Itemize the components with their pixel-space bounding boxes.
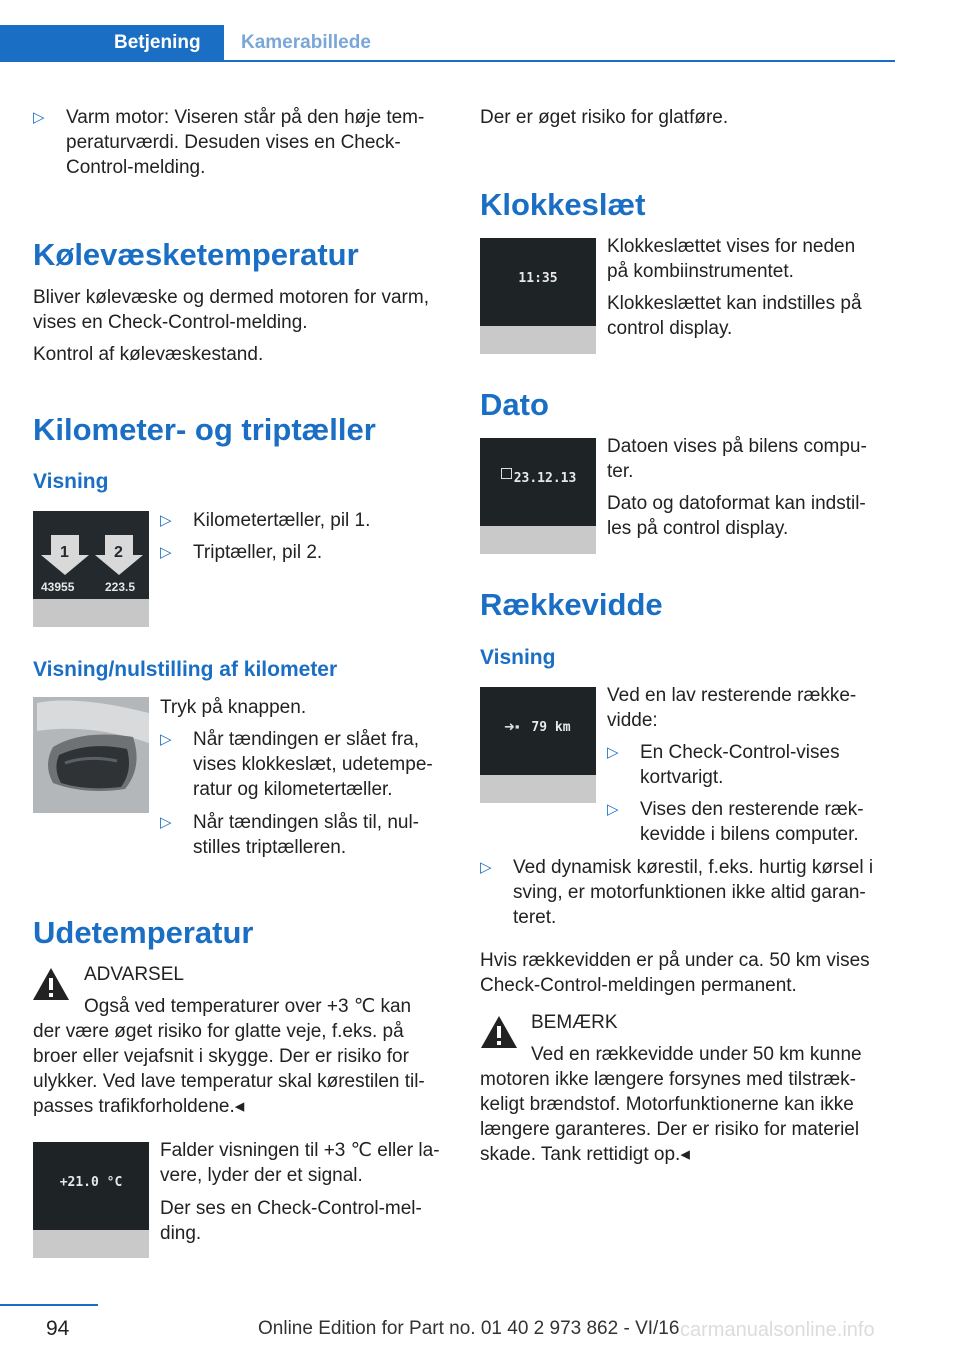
image-strip xyxy=(33,1230,149,1258)
warning-icon xyxy=(31,966,71,1002)
clock-display-image: 11:35 xyxy=(480,238,596,354)
paragraph: Ved en lav resterende række- vidde: xyxy=(607,685,857,731)
paragraph: Der er øget risiko for glatføre. xyxy=(480,107,729,128)
paragraph: Klokkeslættet vises for neden på kombiinstrumentet. xyxy=(607,236,856,282)
triangle-bullet-icon: ▷ xyxy=(160,731,172,748)
edition-text: Online Edition for Part no. 01 40 2 973 862 - VI/16 xyxy=(258,1318,680,1339)
temperature-display-image: +21.0 °C xyxy=(33,1142,149,1258)
triangle-bullet-icon: ▷ xyxy=(160,512,172,529)
paragraph: Datoen vises på bilens compu- ter. xyxy=(607,436,867,482)
footer-rule xyxy=(0,1304,98,1306)
tab-betjening[interactable]: Betjening xyxy=(0,25,224,62)
odometer-image: 1 2 43955 223.5 xyxy=(33,511,149,627)
warning-text: der være øget risiko for glatte veje, f.eks. på broer eller vejafsnit i skygge. Der er risiko for ulykker. Ved lave temperatur skal kørestilen til- passes trafikforholdene.◂ xyxy=(33,1021,425,1117)
triangle-bullet-icon: ▷ xyxy=(480,859,492,876)
subsection-title: Visning/nulstilling af kilometer xyxy=(33,658,338,681)
section-title-range: Rækkevidde xyxy=(480,587,663,622)
triangle-bullet-icon: ▷ xyxy=(607,801,619,818)
warning-text: Også ved temperaturer over +3 ℃ kan xyxy=(84,996,412,1017)
paragraph: Tryk på knappen. xyxy=(160,697,307,718)
note-text: Ved en rækkevidde under 50 km kunne xyxy=(531,1044,862,1065)
triangle-bullet-icon: ▷ xyxy=(607,744,619,761)
watermark: carmanualsonline.info xyxy=(680,1319,875,1341)
paragraph: Der ses en Check-Control-mel- ding. xyxy=(160,1198,422,1244)
paragraph: Falder visningen til +3 ℃ eller la- vere, lyder der et signal. xyxy=(160,1140,440,1186)
section-title-odometer: Kilometer- og triptæller xyxy=(33,412,376,447)
warning-label: ADVARSEL xyxy=(84,964,184,985)
note-label: BEMÆRK xyxy=(531,1012,618,1033)
paragraph: Klokkeslættet kan indstilles på control display. xyxy=(607,293,862,339)
paragraph: Kontrol af kølevæskestand. xyxy=(33,344,264,365)
paragraph: Dato og datoformat kan indstil- les på control display. xyxy=(607,493,866,539)
button-image xyxy=(33,697,149,813)
warning-icon xyxy=(479,1014,519,1050)
paragraph: Hvis rækkevidden er på under ca. 50 km vises Check-Control-meldingen permanent. xyxy=(480,950,870,996)
section-title-outside-temp: Udetemperatur xyxy=(33,915,254,950)
triangle-bullet-icon: ▷ xyxy=(160,814,172,831)
section-title-date: Dato xyxy=(480,387,549,422)
subsection-title: Visning xyxy=(480,646,556,669)
section-title-clock: Klokkeslæt xyxy=(480,187,646,222)
range-display-image: ➜▪ 79 km xyxy=(480,687,596,803)
note-text: motoren ikke længere forsynes med tilstræk- keligt brændstof. Motorfunktionerne kan ikke længere garanteres. Der er risiko for materiel skade. Tank rettidigt op.◂ xyxy=(480,1069,860,1165)
image-strip xyxy=(480,775,596,803)
subsection-title: Visning xyxy=(33,470,109,493)
tab-kamerabillede[interactable]: Kamerabillede xyxy=(241,32,371,53)
image-strip xyxy=(480,326,596,354)
paragraph: Bliver kølevæske og dermed motoren for varm, vises en Check-Control-melding. xyxy=(33,287,429,333)
section-title-coolant: Kølevæsketemperatur xyxy=(33,237,359,272)
fuel-pump-icon: ➜▪ xyxy=(504,719,520,734)
date-display-image: 23.12.13 xyxy=(480,438,596,554)
image-strip xyxy=(480,526,596,554)
header-rule xyxy=(0,60,895,62)
page-number: 94 xyxy=(46,1317,70,1340)
triangle-bullet-icon: ▷ xyxy=(160,544,172,561)
triangle-bullet-icon: ▷ xyxy=(33,109,45,126)
